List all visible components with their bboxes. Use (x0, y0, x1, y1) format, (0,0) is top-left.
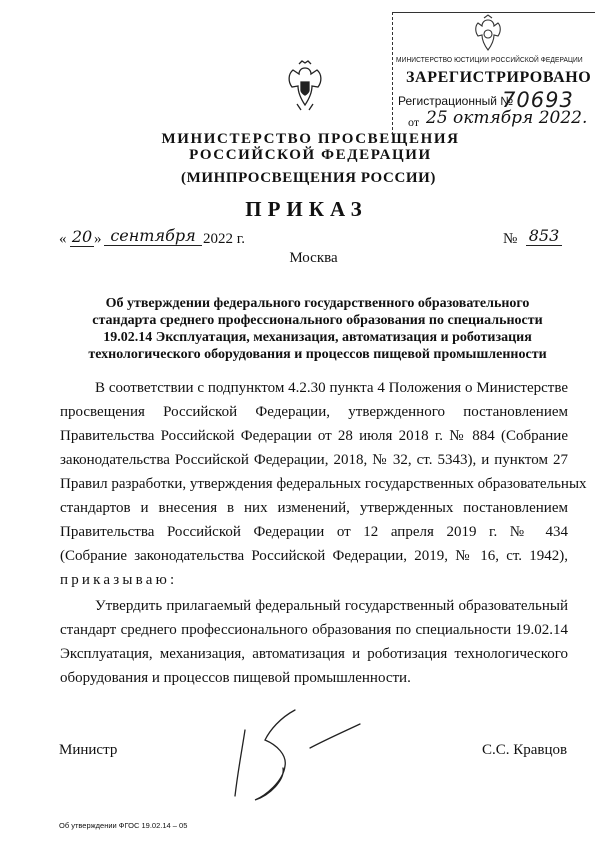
body-text-line: стандарт среднего профессионального образования по специальности 19.02.14 (60, 622, 568, 638)
order-date-day: 20 (71, 227, 93, 246)
signatory-name: С.С. Кравцов (482, 742, 568, 758)
order-title-line: технологического оборудования и процессов пищевой промышленности (88, 347, 547, 362)
order-date-year: 2022 г. (203, 231, 245, 247)
order-city: Москва (289, 250, 338, 266)
signatory-title: Министр (59, 742, 118, 758)
body-text-line: стандартов и внесения в них изменений, утвержденных постановлением (60, 500, 568, 516)
order-title-line: 19.02.14 Эксплуатация, механизация, автоматизация и роботизация (103, 330, 532, 345)
order-date-month: сентября (104, 226, 202, 246)
coat-of-arms-icon (285, 60, 325, 112)
stamp-regnum-label: Регистрационный № (398, 94, 514, 108)
order-number-value: 853 (526, 226, 562, 246)
date-open-quote: « (59, 231, 67, 247)
date-close-quote: » (94, 231, 102, 247)
stamp-regnum-value: 70693 (502, 88, 574, 112)
stamp-ministry-text: МИНИСТЕРСТВО ЮСТИЦИИ РОССИЙСКОЙ ФЕДЕРАЦИИ (396, 55, 583, 64)
stamp-registered-text: ЗАРЕГИСТРИРОВАНО (406, 69, 592, 86)
page-footer: Об утверждении ФГОС 19.02.14 – 05 (59, 821, 188, 830)
handwritten-signature (225, 700, 365, 810)
stamp-date-value: 25 октября 2022. (426, 108, 588, 128)
body-text-line: (Собрание законодательства Российской Федерации, 2019, № 16, ст. 1942), (60, 548, 568, 564)
body-text-line: оборудования и процессов пищевой промышленности. (60, 670, 411, 686)
ministry-name-line2: РОССИЙСКОЙ ФЕДЕРАЦИИ (189, 147, 432, 163)
body-text-line: Правительства Российской Федерации от 12 апреля 2019 г. № 434 (60, 524, 568, 540)
ministry-name-line1: МИНИСТЕРСТВО ПРОСВЕЩЕНИЯ (161, 131, 460, 147)
body-text-line: приказываю: (60, 572, 178, 588)
body-text-line: просвещения Российской Федерации, утвержденного постановлением (60, 404, 568, 420)
stamp-eagle-emblem-icon (470, 14, 506, 54)
stamp-from-label: от (408, 115, 420, 129)
order-title-line: стандарта среднего профессионального образования по специальности (92, 313, 543, 328)
body-text-line: законодательства Российской Федерации, 2018, № 32, ст. 5343), и пунктом 27 (60, 452, 568, 468)
body-text-line: Правительства Российской Федерации от 28 июля 2018 г. № 884 (Собрание (60, 428, 568, 444)
document-type-heading: ПРИКАЗ (245, 197, 368, 221)
body-text-line: Утвердить прилагаемый федеральный государственный образовательный (95, 598, 568, 614)
body-text-line: Правил разработки, утверждения федеральных государственных образовательных (60, 476, 587, 492)
order-title-line: Об утверждении федерального государственного образовательного (105, 296, 530, 311)
body-text-line: Эксплуатация, механизация, автоматизация и роботизация технологического (60, 646, 568, 662)
order-number-label: № (503, 231, 518, 247)
ministry-short-name: (МИНПРОСВЕЩЕНИЯ РОССИИ) (180, 170, 437, 186)
body-text-line: В соответствии с подпунктом 4.2.30 пункта 4 Положения о Министерстве (95, 380, 568, 396)
